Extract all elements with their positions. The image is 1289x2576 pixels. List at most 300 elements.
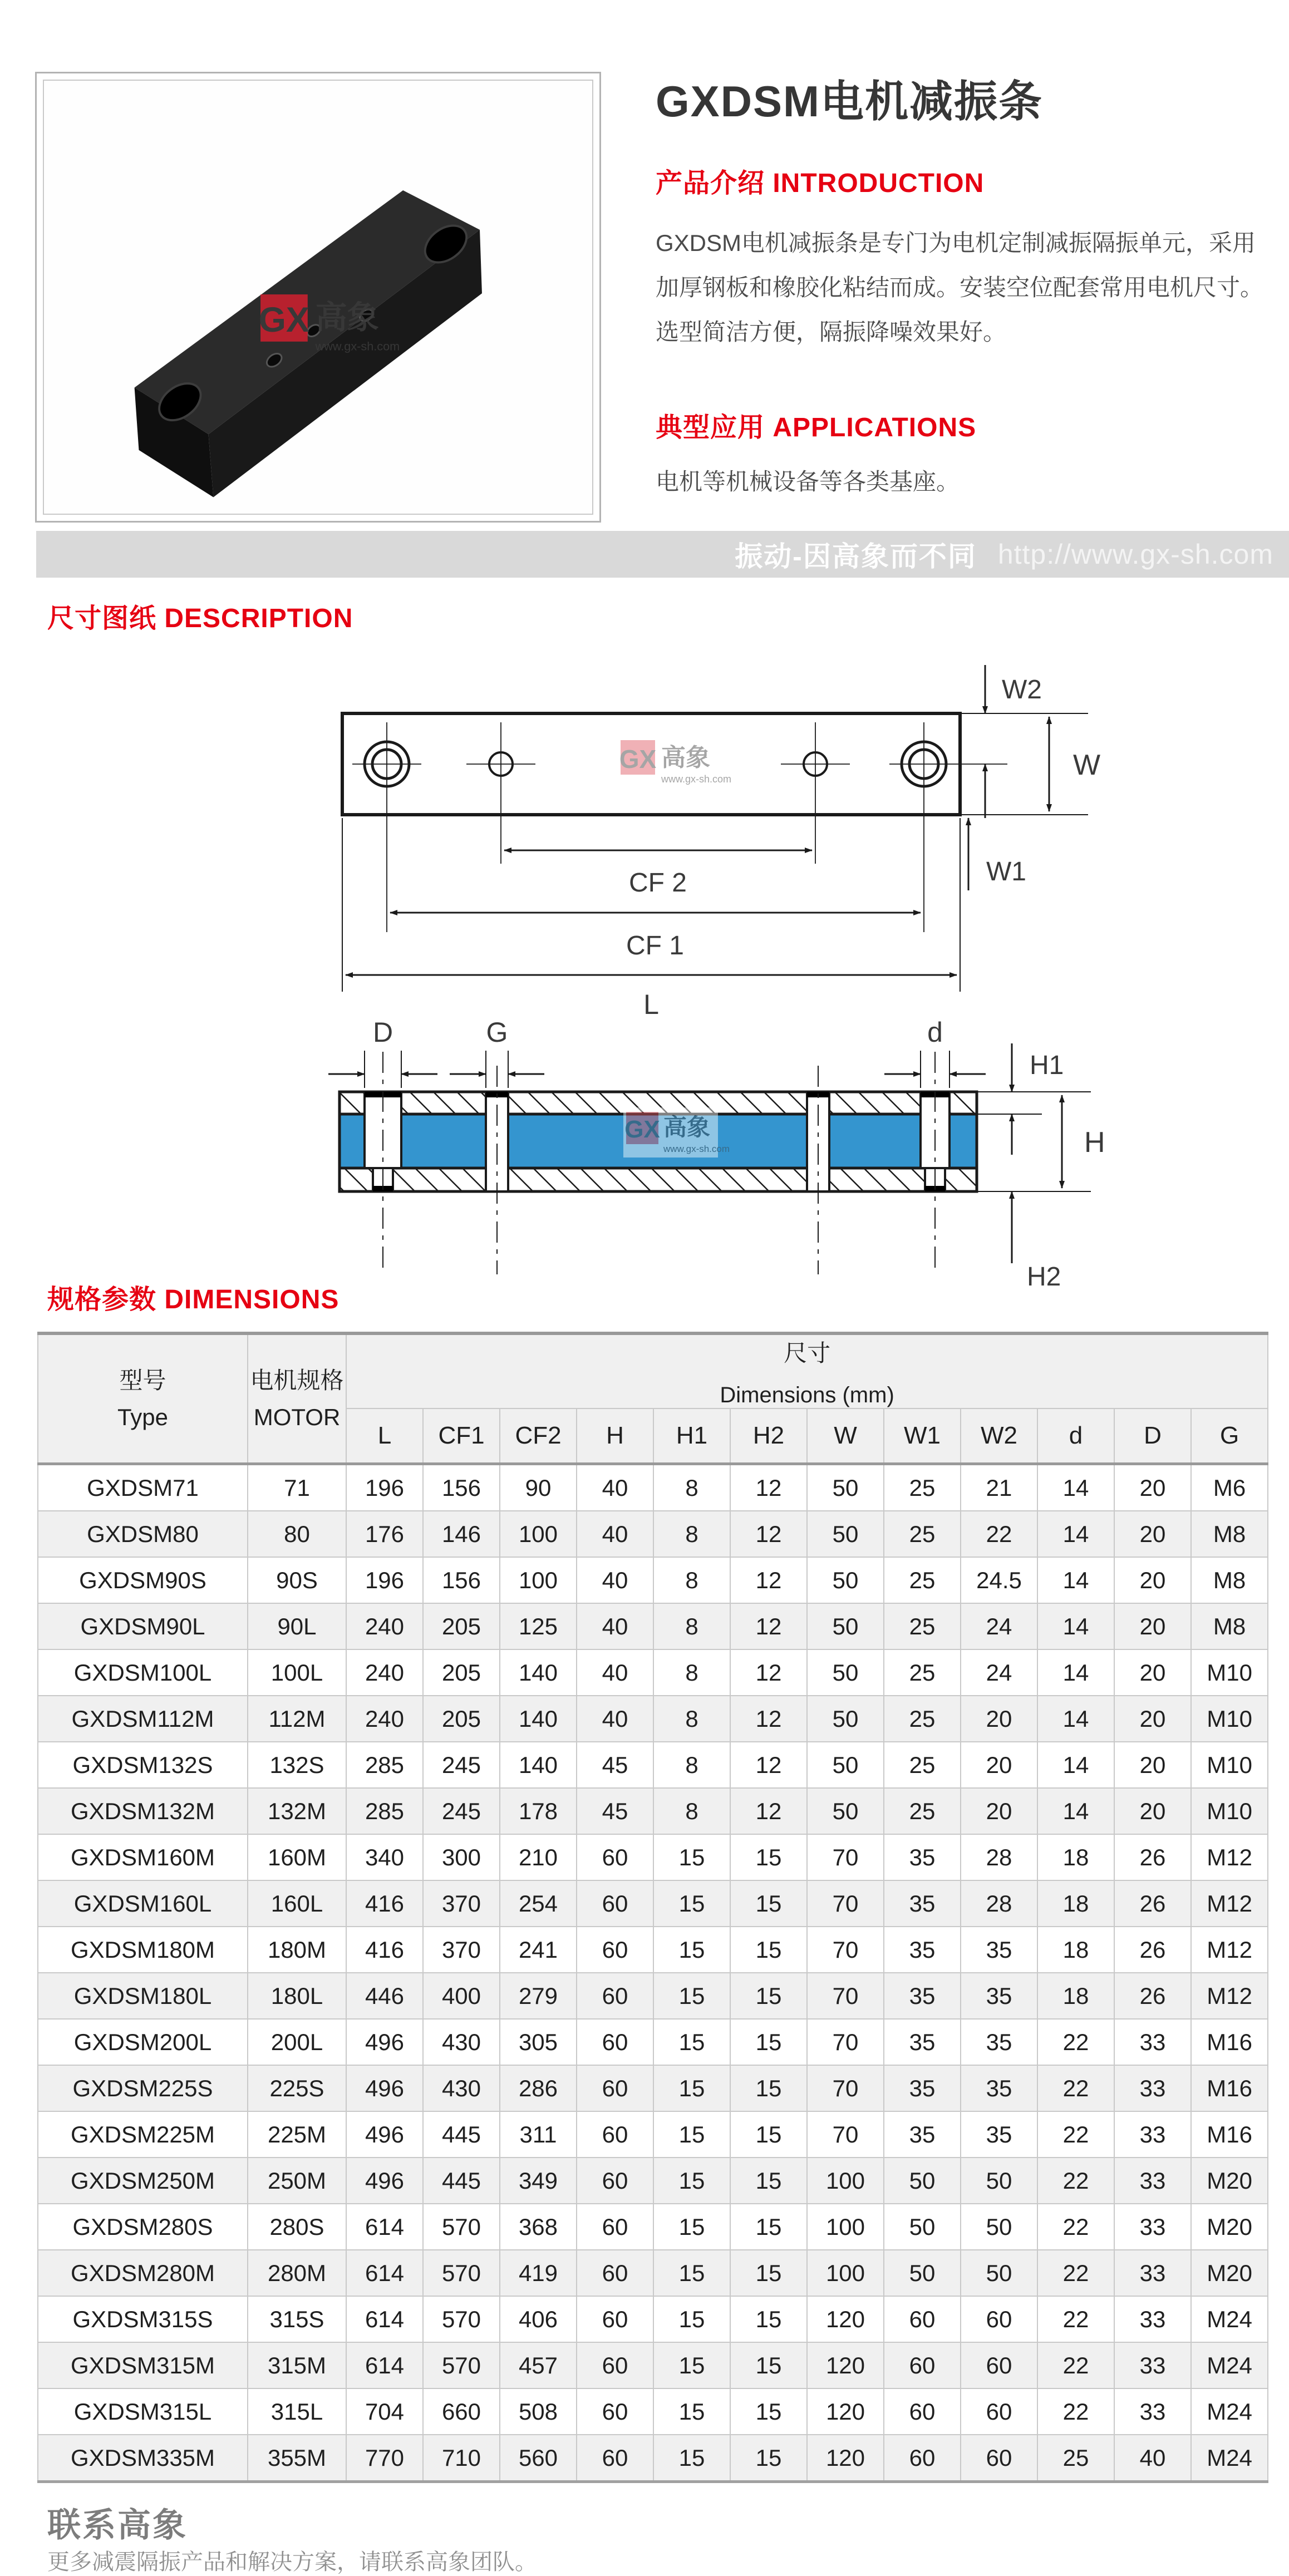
dim-cell: 70 [807,1880,884,1927]
dim-label-h: H [1084,1126,1105,1159]
dim-cell: 340 [346,1834,423,1880]
dim-cell: M20 [1191,2250,1268,2296]
dim-cell: 60 [961,2388,1037,2435]
dim-cell: 100 [500,1511,577,1557]
table-row [38,1696,1268,1742]
product-photo-illustration [44,81,592,514]
dim-cell: 20 [1114,1511,1191,1557]
dim-cell: 14 [1037,1649,1114,1696]
dim-cell: 704 [346,2388,423,2435]
dim-cell: 125 [500,1603,577,1649]
dim-cell: 279 [500,1973,577,2019]
dim-label-h1: H1 [1030,1051,1064,1080]
dim-cell: M24 [1191,2296,1268,2342]
dim-cell: 33 [1114,2204,1191,2250]
type-cell: GXDSM225S [38,2065,248,2111]
dim-cell: 15 [730,2342,807,2388]
dim-cell: 240 [346,1696,423,1742]
banner-url-link[interactable]: http://www.gx-sh.com [997,539,1273,570]
motor-cell: 200L [248,2019,346,2065]
dim-label-h2: H2 [1027,1262,1061,1292]
dim-cell: 20 [1114,1696,1191,1742]
dim-cell: 22 [1037,2342,1114,2388]
dim-cell: 70 [807,1834,884,1880]
type-cell: GXDSM335M [38,2435,248,2482]
dim-col-header: W2 [961,1408,1037,1464]
dim-cell: M24 [1191,2435,1268,2482]
dim-cell: 15 [730,2065,807,2111]
dim-cell: 26 [1114,1927,1191,1973]
dim-col-header: W [807,1408,884,1464]
motor-cell: 355M [248,2435,346,2482]
dim-cell: 18 [1037,1973,1114,2019]
dim-cell: 285 [346,1788,423,1834]
dim-cell: 25 [884,1788,961,1834]
dim-cell: 370 [423,1880,500,1927]
table-row [38,2111,1268,2158]
dim-cell: 15 [730,1927,807,1973]
dim-cell: 26 [1114,1880,1191,1927]
dim-cell: 60 [961,2296,1037,2342]
dim-cell: 205 [423,1696,500,1742]
dim-cell: M10 [1191,1788,1268,1834]
type-cell: GXDSM280S [38,2204,248,2250]
steel-plate-bottom [340,1168,977,1191]
dim-cell: 50 [807,1511,884,1557]
dim-cell: 25 [884,1464,961,1511]
dim-cell: 50 [961,2204,1037,2250]
svg-text:www.gx-sh.com: www.gx-sh.com [663,1144,730,1154]
dim-cell: 70 [807,2111,884,2158]
dim-col-header: CF1 [423,1408,500,1464]
motor-cell: 71 [248,1464,346,1511]
header-motor: 电机规格 MOTOR [248,1333,346,1464]
dim-cell: 25 [1037,2435,1114,2482]
dim-cell: 18 [1037,1880,1114,1927]
dim-cell: 33 [1114,2065,1191,2111]
applications-heading: 典型应用 APPLICATIONS [656,413,977,442]
dim-cell: 406 [500,2296,577,2342]
motor-cell: 90L [248,1603,346,1649]
dim-label-w2: W2 [1002,675,1042,705]
table-row [38,1603,1268,1649]
dim-cell: 20 [1114,1464,1191,1511]
dim-cell: 8 [653,1464,730,1511]
dim-cell: 50 [884,2158,961,2204]
dim-cell: 100 [807,2204,884,2250]
dim-cell: 140 [500,1696,577,1742]
type-cell: GXDSM315M [38,2342,248,2388]
dim-cell: 50 [807,1649,884,1696]
dim-cell: 60 [577,2342,653,2388]
dim-cell: 430 [423,2019,500,2065]
dim-cell: 15 [730,1834,807,1880]
dim-cell: M8 [1191,1511,1268,1557]
dim-cell: M16 [1191,2065,1268,2111]
dim-cell: 241 [500,1927,577,1973]
dim-cell: 60 [577,2250,653,2296]
motor-cell: 225M [248,2111,346,2158]
dim-cell: 12 [730,1696,807,1742]
dim-cell: 8 [653,1649,730,1696]
dim-cell: 18 [1037,1927,1114,1973]
table-row [38,2435,1268,2482]
dim-cell: 12 [730,1511,807,1557]
dim-cell: 120 [807,2435,884,2482]
table-row [38,2296,1268,2342]
type-cell: GXDSM100L [38,1649,248,1696]
dim-label-l: L [643,989,659,1018]
dim-cell: 25 [884,1511,961,1557]
dim-cell: 60 [577,2296,653,2342]
dim-cell: 60 [577,1973,653,2019]
dim-cell: 25 [884,1649,961,1696]
dim-cell: 12 [730,1603,807,1649]
dim-cell: 12 [730,1464,807,1511]
dim-cell: 60 [577,2204,653,2250]
dim-cell: 286 [500,2065,577,2111]
dim-cell: 570 [423,2342,500,2388]
dim-cell: 70 [807,1927,884,1973]
dim-cell: 60 [577,1880,653,1927]
dim-cell: 50 [961,2250,1037,2296]
dim-cell: 20 [1114,1557,1191,1603]
dim-cell: 400 [423,1973,500,2019]
dim-cell: 50 [884,2204,961,2250]
dim-cell: 15 [653,1973,730,2019]
dim-cell: 205 [423,1649,500,1696]
dim-cell: 15 [730,2296,807,2342]
dim-cell: 15 [653,2065,730,2111]
dim-cell: 25 [884,1603,961,1649]
dim-label-w1: W1 [986,857,1026,886]
dim-cell: M20 [1191,2158,1268,2204]
product-summary [656,67,1277,499]
dim-cell: 100 [807,2250,884,2296]
dim-cell: M8 [1191,1557,1268,1603]
dim-cell: 35 [884,1973,961,2019]
intro-body: GXDSM电机减振条是专门为电机定制减振隔振单元，采用加厚钢板和橡胶化粘结而成。安装空位配套常用电机尺寸。选型简洁方便，隔振降噪效果好。 [656,230,1264,345]
dim-cell: 496 [346,2111,423,2158]
dim-cell: 26 [1114,1834,1191,1880]
dim-cell: 50 [807,1788,884,1834]
dim-cell: 20 [961,1696,1037,1742]
dim-cell: 300 [423,1834,500,1880]
dim-cell: 45 [577,1788,653,1834]
dim-cell: 50 [884,2250,961,2296]
dim-cell: 60 [884,2435,961,2482]
dim-col-header: D [1114,1408,1191,1464]
dim-cell: 100 [500,1557,577,1603]
product-photo [43,80,593,515]
dim-cell: 614 [346,2342,423,2388]
dim-cell: 60 [961,2342,1037,2388]
dim-cell: 8 [653,1511,730,1557]
dim-cell: 60 [884,2342,961,2388]
dim-cell: 770 [346,2435,423,2482]
dim-cell: M12 [1191,1834,1268,1880]
dim-cell: 35 [961,1973,1037,2019]
dim-cell: 40 [577,1603,653,1649]
type-cell: GXDSM180M [38,1927,248,1973]
dim-cell: 33 [1114,2019,1191,2065]
header-dimensions-group: 尺寸 Dimensions (mm) [346,1333,1268,1408]
dim-cell: 24 [961,1603,1037,1649]
table-row [38,1973,1268,2019]
dim-cell: 120 [807,2388,884,2435]
dim-label-d-small: d [927,1018,943,1048]
dim-cell: 90 [500,1464,577,1511]
dim-cell: 15 [653,2342,730,2388]
table-row [38,2158,1268,2204]
dim-cell: 40 [577,1464,653,1511]
dim-cell: 15 [730,1880,807,1927]
motor-cell: 160L [248,1880,346,1927]
dim-cell: 50 [961,2158,1037,2204]
dim-col-header: W1 [884,1408,961,1464]
product-photo-frame [35,72,601,523]
dim-cell: 14 [1037,1788,1114,1834]
dim-cell: 15 [730,2158,807,2204]
dim-cell: 60 [884,2388,961,2435]
dim-cell: 8 [653,1788,730,1834]
spec-table [37,1332,1268,2483]
dim-cell: 15 [730,2250,807,2296]
dim-cell: 15 [653,1834,730,1880]
dim-cell: 40 [1114,2435,1191,2482]
dim-cell: 60 [577,2158,653,2204]
dim-cell: 12 [730,1742,807,1788]
dim-cell: 70 [807,2065,884,2111]
dim-cell: 35 [884,1834,961,1880]
motor-cell: 225S [248,2065,346,2111]
svg-text:高象: 高象 [661,744,710,771]
type-cell: GXDSM90S [38,1557,248,1603]
dim-cell: 210 [500,1834,577,1880]
dim-cell: 45 [577,1742,653,1788]
dim-cell: 22 [1037,2158,1114,2204]
table-row [38,2342,1268,2388]
svg-text:GX: GX [619,745,657,774]
type-cell: GXDSM200L [38,2019,248,2065]
gx-logo-letters: GX [258,301,309,340]
specs-section-heading: 规格参数 DIMENSIONS [47,1285,340,1314]
dim-cell: M12 [1191,1880,1268,1927]
dim-cell: 14 [1037,1696,1114,1742]
dim-col-header: d [1037,1408,1114,1464]
dim-cell: 560 [500,2435,577,2482]
dim-cell: 70 [807,1973,884,2019]
dim-cell: 60 [577,2019,653,2065]
dim-label-w: W [1073,749,1101,781]
dim-cell: 196 [346,1557,423,1603]
dim-cell: 614 [346,2296,423,2342]
dim-cell: 15 [653,2204,730,2250]
dim-cell: 20 [1114,1649,1191,1696]
dim-cell: 614 [346,2250,423,2296]
table-row [38,1880,1268,1927]
motor-cell: 160M [248,1834,346,1880]
dim-cell: 35 [961,1927,1037,1973]
dim-cell: 35 [961,2019,1037,2065]
dim-cell: 445 [423,2158,500,2204]
dim-label-cf2: CF 2 [628,868,687,898]
table-row [38,2019,1268,2065]
dim-cell: 20 [1114,1788,1191,1834]
dim-cell: M10 [1191,1696,1268,1742]
dim-cell: M20 [1191,2204,1268,2250]
table-row [38,1834,1268,1880]
dim-cell: M10 [1191,1649,1268,1696]
table-row [38,2250,1268,2296]
type-cell: GXDSM160M [38,1834,248,1880]
dim-cell: 176 [346,1511,423,1557]
gx-logo-name: 高象 [315,300,379,336]
dim-cell: 240 [346,1603,423,1649]
dim-cell: 60 [577,2388,653,2435]
dim-cell: 24 [961,1649,1037,1696]
dim-cell: 15 [653,2388,730,2435]
dim-col-header: H2 [730,1408,807,1464]
dim-cell: 22 [1037,2388,1114,2435]
dim-cell: 285 [346,1742,423,1788]
motor-cell: 80 [248,1511,346,1557]
dim-cell: 40 [577,1649,653,1696]
dim-cell: 22 [1037,2204,1114,2250]
dim-label-G: G [486,1018,508,1048]
dim-col-header: CF2 [500,1408,577,1464]
dim-cell: 445 [423,2111,500,2158]
dim-cell: 146 [423,1511,500,1557]
dim-cell: 35 [884,2019,961,2065]
dim-cell: 496 [346,2019,423,2065]
drawing-section-heading: 尺寸图纸 DESCRIPTION [47,604,353,633]
dim-cell: 50 [807,1557,884,1603]
dim-cell: 60 [961,2435,1037,2482]
side-view-drawing [312,1018,1169,1330]
type-cell: GXDSM250M [38,2158,248,2204]
dim-cell: 28 [961,1834,1037,1880]
dim-cell: 570 [423,2296,500,2342]
dim-cell: M16 [1191,2019,1268,2065]
dim-cell: 40 [577,1696,653,1742]
type-cell: GXDSM90L [38,1603,248,1649]
header-type: 型号 Type [38,1333,248,1464]
dim-cell: 430 [423,2065,500,2111]
drawing-watermark [623,1107,730,1158]
dim-cell: 33 [1114,2296,1191,2342]
dim-cell: 50 [807,1603,884,1649]
motor-cell: 100L [248,1649,346,1696]
dim-cell: 370 [423,1927,500,1973]
table-row [38,1788,1268,1834]
motor-cell: 315S [248,2296,346,2342]
motor-cell: 280S [248,2204,346,2250]
dim-label-D: D [372,1018,393,1048]
dim-cell: 35 [884,1927,961,1973]
type-cell: GXDSM132S [38,1742,248,1788]
dim-cell: 20 [1114,1742,1191,1788]
dim-cell: 240 [346,1649,423,1696]
motor-cell: 112M [248,1696,346,1742]
dim-cell: 35 [961,2065,1037,2111]
dim-cell: 457 [500,2342,577,2388]
dim-cell: 33 [1114,2388,1191,2435]
dim-cell: 15 [653,1880,730,1927]
dim-cell: 12 [730,1788,807,1834]
dim-cell: 156 [423,1464,500,1511]
dim-cell: 120 [807,2342,884,2388]
table-row [38,1464,1268,1511]
dim-col-header: H [577,1408,653,1464]
dim-cell: 21 [961,1464,1037,1511]
table-row [38,1742,1268,1788]
dim-cell: 22 [1037,2250,1114,2296]
dim-cell: 33 [1114,2250,1191,2296]
dim-cell: 15 [653,2158,730,2204]
intro-heading: 产品介绍 INTRODUCTION [656,169,985,198]
dim-cell: 22 [1037,2019,1114,2065]
dim-cell: 50 [807,1696,884,1742]
footer-heading: 联系高象 [47,2506,188,2544]
type-cell: GXDSM71 [38,1464,248,1511]
dim-cell: 446 [346,1973,423,2019]
dim-cell: 25 [884,1557,961,1603]
dim-cell: 8 [653,1696,730,1742]
dim-cell: 15 [653,2435,730,2482]
type-cell: GXDSM280M [38,2250,248,2296]
dim-cell: 140 [500,1742,577,1788]
dim-cell: 254 [500,1880,577,1927]
dim-cell: 205 [423,1603,500,1649]
dim-cell: 15 [730,2019,807,2065]
dim-cell: 15 [653,1927,730,1973]
dim-cell: 14 [1037,1742,1114,1788]
dim-cell: 419 [500,2250,577,2296]
dim-cell: 20 [961,1742,1037,1788]
dim-cell: 33 [1114,2342,1191,2388]
dim-col-header: H1 [653,1408,730,1464]
type-cell: GXDSM160L [38,1880,248,1927]
table-row [38,1557,1268,1603]
spec-table-body [38,1464,1268,2482]
dim-cell: 15 [653,2250,730,2296]
type-cell: GXDSM80 [38,1511,248,1557]
motor-cell: 132S [248,1742,346,1788]
dim-cell: 35 [884,2111,961,2158]
dim-cell: 14 [1037,1464,1114,1511]
dim-cell: 12 [730,1557,807,1603]
dim-cell: 35 [961,2111,1037,2158]
dim-cell: 28 [961,1880,1037,1927]
table-row [38,1511,1268,1557]
type-cell: GXDSM112M [38,1696,248,1742]
dim-cell: 15 [730,2204,807,2250]
dim-cell: 100 [807,2158,884,2204]
dim-cell: 33 [1114,2158,1191,2204]
dim-cell: 245 [423,1742,500,1788]
dim-cell: 614 [346,2204,423,2250]
dim-cell: M16 [1191,2111,1268,2158]
dim-cell: 20 [1114,1603,1191,1649]
table-row [38,2204,1268,2250]
dim-cell: 70 [807,2019,884,2065]
dim-cell: 35 [884,2065,961,2111]
dim-cell: 196 [346,1464,423,1511]
dim-cell: 570 [423,2204,500,2250]
type-cell: GXDSM132M [38,1788,248,1834]
motor-cell: 315M [248,2342,346,2388]
